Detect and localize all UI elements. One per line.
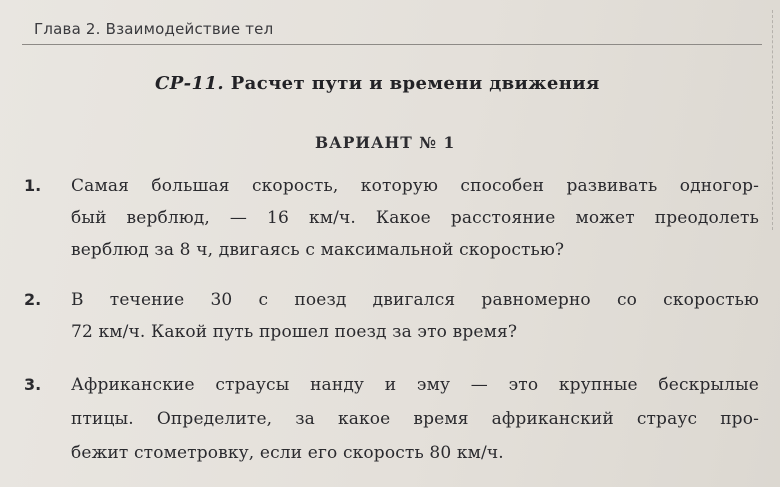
- task-line: птицы. Определите, за какое время африканский страус про-: [71, 409, 759, 429]
- task-line: Самая большая скорость, которую способен развивать одногор-: [71, 176, 759, 196]
- task-line: бый верблюд, — 16 км/ч. Какое расстояние может преодолеть: [71, 208, 759, 228]
- title-code: СР-11.: [155, 73, 225, 94]
- chapter-header: Глава 2. Взаимодействие тел: [34, 20, 274, 38]
- task-line: В течение 30 с поезд двигался равномерно со скоростью: [71, 290, 759, 310]
- task-line: верблюд за 8 ч, двигаясь с максимальной скоростью?: [71, 240, 565, 260]
- task-number: 2.: [24, 290, 42, 309]
- task-line: бежит стометровку, если его скорость 80 км/ч.: [71, 443, 504, 463]
- task-line: Африканские страусы нанду и эму — это крупные бескрылые: [71, 375, 759, 395]
- page-edge: [772, 10, 775, 230]
- task-number: 1.: [24, 176, 42, 195]
- title-text: Расчет пути и времени движения: [230, 73, 600, 94]
- variant-heading: ВАРИАНТ № 1: [315, 133, 456, 152]
- task-number: 3.: [24, 375, 42, 394]
- header-divider: [22, 44, 762, 45]
- task-line: 72 км/ч. Какой путь прошел поезд за это время?: [71, 322, 518, 342]
- page-title: [155, 73, 600, 94]
